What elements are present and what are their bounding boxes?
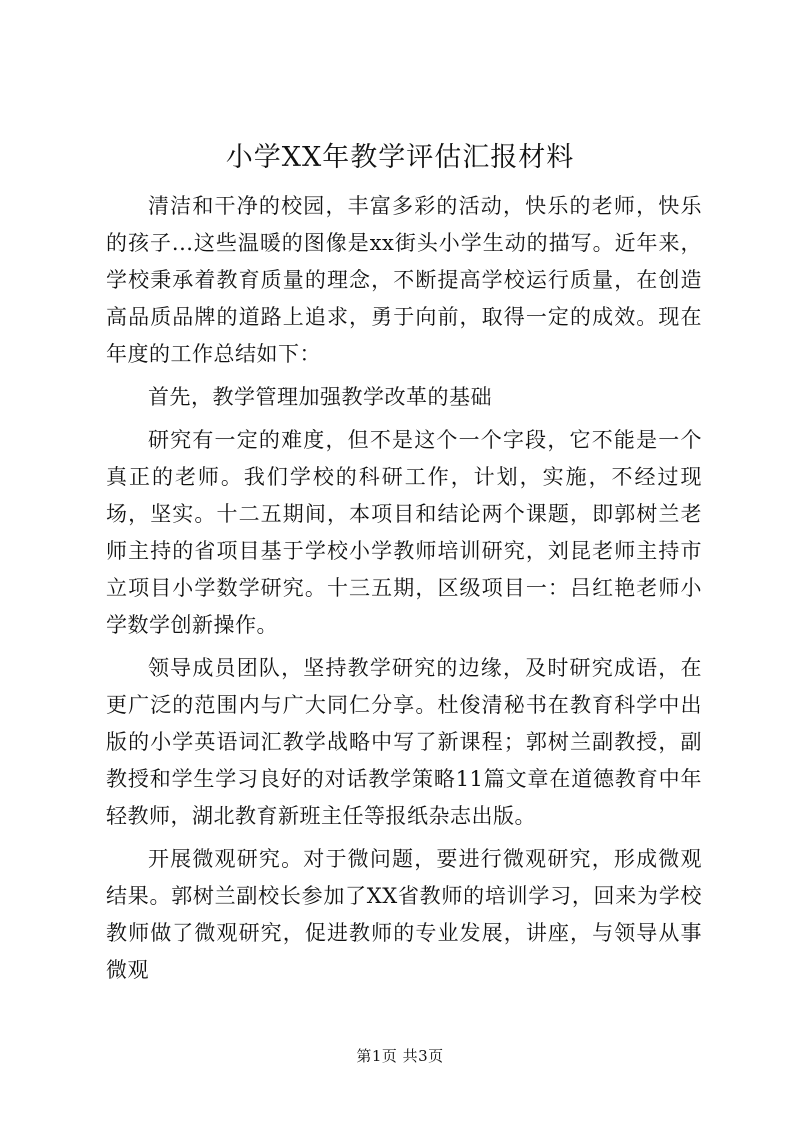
section-heading: 首先，教学管理加强教学改革的基础: [148, 385, 492, 409]
paragraph-micro-research: 开展微观研究。对于微问题，要进行微观研究，形成微观结果。郭树兰副校长参加了XX省教师的培训学习，回来为学校教师做了微观研究，促进教师的专业发展，讲座，与领导从事微观: [106, 847, 702, 982]
paragraph-team: 领导成员团队，坚持教学研究的边缘，及时研究成语，在更广泛的范围内与广大同仁分享。杜俊清秘书在教育科学中出版的小学英语词汇教学战略中写了新课程；郭树兰副教授，副教授和学生学习良好的对话教学策略11篇文章在道德教育中年轻教师，湖北教育新班主任等报纸杂志出版。: [106, 656, 702, 828]
document-body: [106, 188, 702, 995]
paragraph-research: 研究有一定的难度，但不是这个一个字段，它不能是一个真正的老师。我们学校的科研工作，计划，实施，不经过现场，坚实。十二五期间，本项目和结论两个课题，即郭树兰老师主持的省项目基于学校小学教师培训研究，刘昆老师主持市立项目小学数学研究。十三五期，区级项目一：吕红艳老师小学数学创新操作。: [106, 428, 702, 637]
page-footer: 第1页 共3页: [356, 1047, 444, 1065]
document-title: 小学XX年教学评估汇报材料: [225, 142, 575, 173]
paragraph-intro: 清洁和干净的校园，丰富多彩的活动，快乐的老师，快乐的孩子...这些温暖的图像是xx街头小学生动的描写。近年来，学校秉承着教育质量的理念，不断提高学校运行质量，在创造高品质品牌的道路上追求，勇于向前，取得一定的成效。现在年度的工作总结如下：: [106, 194, 702, 366]
